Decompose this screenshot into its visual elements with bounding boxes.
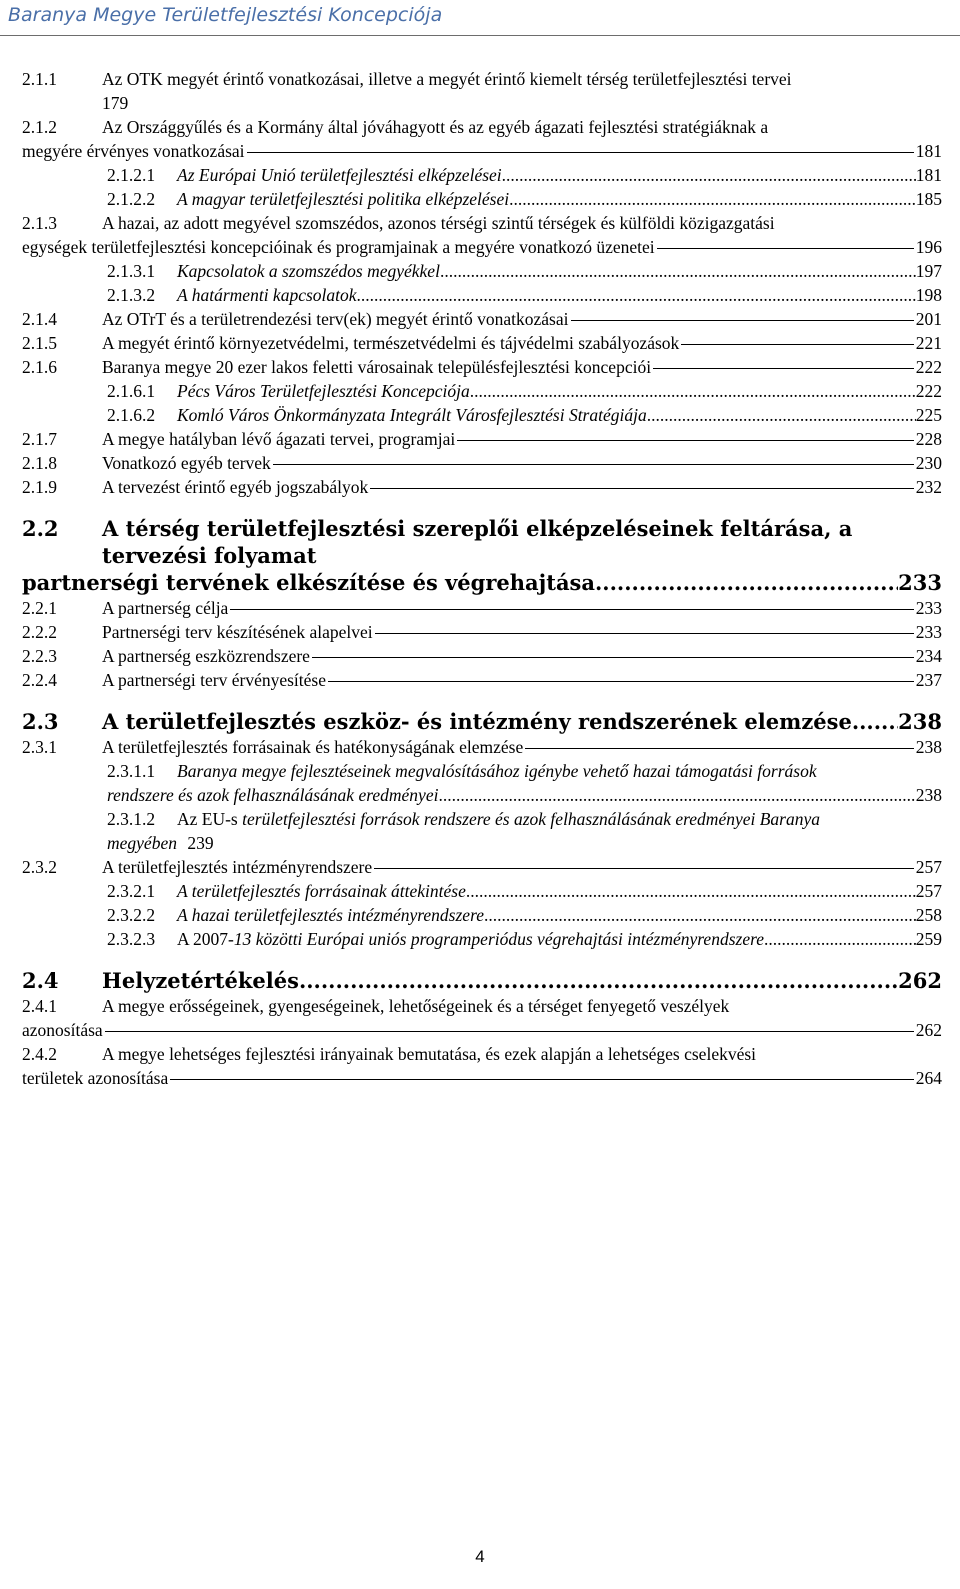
toc-entry-title-prefix: A 2007- [177,929,234,949]
toc-entry-page: 222 [915,357,942,377]
leader-line [312,657,914,658]
toc-entry-number: 2.4.1 [22,996,57,1016]
toc-entry-title: A hazai, az adott megyével szomszédos, azonos térségi szintű térségek és külföldi közigazgatási [102,213,775,233]
toc-entry-page: 238 [898,709,942,734]
toc-entry-page: 233 [915,598,942,618]
leader-line [273,464,914,465]
toc-entry-2-3-2-1[interactable] [22,879,942,903]
toc-entry-page: 233 [915,622,942,642]
toc-entry-2-1-1[interactable] [22,67,942,115]
leader-dots [502,163,916,187]
toc-entry-title-cont: területek azonosítása [22,1068,169,1088]
toc-entry-number: 2.1.5 [22,333,57,353]
toc-entry-number: 2.1.1 [22,69,57,89]
toc-entry-number: 2.1.2.1 [107,165,156,185]
toc-entry-page: 234 [915,646,942,666]
toc-entry-page: 222 [915,381,942,401]
toc-entry-number: 2.1.6.2 [107,405,156,425]
toc-entry-2-3-2-2[interactable] [22,903,942,927]
toc-entry-title: A megye erősségeinek, gyengeségeinek, lehetőségeinek és a térséget fenyegető veszélyek [102,996,730,1016]
toc-entry-2-1-4[interactable] [22,307,942,331]
toc-section-2-2[interactable] [22,515,942,596]
toc-section-2-3[interactable] [22,708,942,735]
toc-entry-title: Partnerségi terv készítésének alapelvei [102,622,373,642]
leader-dots [595,569,898,596]
toc-entry-2-1-5[interactable] [22,331,942,355]
toc-entry-title: Kapcsolatok a szomszédos megyékkel [177,261,440,281]
leader-dots [357,283,916,307]
leader-dots [299,967,898,994]
toc-entry-page: 264 [915,1068,942,1088]
toc-entry-number: 2.3 [22,709,59,734]
table-of-contents [22,67,942,1090]
toc-entry-title: A partnerség eszközrendszere [102,646,310,666]
leader-line [105,1031,914,1032]
toc-entry-number: 2.1.6 [22,357,57,377]
toc-entry-number: 2.1.8 [22,453,57,473]
leader-line [657,248,914,249]
leader-line [653,368,914,369]
toc-entry-2-1-9[interactable] [22,475,942,499]
toc-entry-number: 2.2 [22,516,59,541]
toc-entry-page: 239 [187,833,214,853]
toc-entry-page: 257 [915,857,942,877]
leader-dots [438,783,915,807]
toc-entry-number: 2.3.1.2 [107,809,156,829]
toc-entry-number: 2.3.1 [22,737,57,757]
toc-entry-title: A tervezést érintő egyéb jogszabályok [102,477,369,497]
toc-entry-number: 2.1.3 [22,213,57,233]
toc-entry-2-1-8[interactable] [22,451,942,475]
toc-entry-title-cont: egységek területfejlesztési koncepcióinak és programjainak a megyére vonatkozó üzenetei [22,237,655,257]
leader-line [374,868,914,869]
toc-entry-2-1-6[interactable] [22,355,942,379]
toc-entry-2-2-2[interactable] [22,620,942,644]
toc-entry-title: A határmenti kapcsolatok [177,285,357,305]
toc-entry-page: 262 [898,968,942,993]
toc-entry-page: 179 [102,93,129,113]
toc-entry-page: 181 [915,141,942,161]
toc-entry-2-3-1-2[interactable] [22,807,942,855]
toc-entry-title: Komló Város Önkormányzata Integrált Városfejlesztési Stratégiája [177,405,647,425]
toc-entry-title: A területfejlesztés eszköz- és intézmény rendszerének elemzése [102,709,852,734]
leader-line [571,320,914,321]
toc-entry-title-cont: megyére érvényes vonatkozásai [22,141,245,161]
toc-entry-number: 2.3.1.1 [107,761,156,781]
toc-entry-page: 185 [915,189,942,209]
toc-entry-number: 2.1.4 [22,309,57,329]
toc-entry-title: Helyzetértékelés [102,968,299,993]
toc-entry-2-3-2[interactable] [22,855,942,879]
page-number: 4 [475,1547,485,1566]
toc-entry-page: 198 [915,285,942,305]
leader-dots [647,403,916,427]
toc-entry-title: A területfejlesztés intézményrendszere [102,857,373,877]
toc-entry-title: Az Országgyűlés és a Kormány által jóváhagyott és az egyéb ágazati fejlesztési stratégiáknak a [102,117,769,137]
toc-entry-page: 201 [915,309,942,329]
toc-entry-title: Pécs Város Területfejlesztési Koncepciója [177,381,470,401]
toc-entry-page: 197 [915,261,942,281]
toc-entry-2-1-2-1[interactable] [22,163,942,187]
toc-entry-page: 238 [915,785,942,805]
toc-entry-2-2-3[interactable] [22,644,942,668]
toc-entry-title: A partnerség célja [102,598,229,618]
leader-dots [470,379,916,403]
leader-dots [764,927,916,951]
leader-dots [466,879,916,903]
leader-line [370,488,913,489]
toc-entry-2-1-2-2[interactable] [22,187,942,211]
toc-entry-number: 2.1.3.1 [107,261,156,281]
toc-entry-2-3-2-3[interactable] [22,927,942,951]
toc-entry-page: 221 [915,333,942,353]
toc-entry-page: 232 [915,477,942,497]
toc-entry-title: Az OTK megyét érintő vonatkozásai, illetve a megyét érintő kiemelt térség területfejlesztési tervei [102,69,792,89]
toc-entry-number: 2.1.2 [22,117,57,137]
toc-entry-title-cont: rendszere és azok felhasználásának eredményei [107,785,439,805]
leader-line [328,681,914,682]
toc-entry-title: A területfejlesztés forrásainak áttekintése [177,881,466,901]
leader-dots [852,708,898,735]
toc-entry-2-1-3[interactable] [22,211,942,259]
toc-entry-number: 2.1.9 [22,477,57,497]
leader-line [230,609,913,610]
toc-entry-number: 2.3.2.1 [107,881,156,901]
leader-dots [440,259,916,283]
toc-entry-number: 2.1.7 [22,429,57,449]
toc-entry-2-4-2[interactable] [22,1042,942,1090]
toc-entry-title: A térség területfejlesztési szereplői elképzeléseinek feltárása, a tervezési folyamat [102,516,853,568]
toc-entry-number: 2.1.3.2 [107,285,156,305]
toc-entry-title-cont: partnerségi tervének elkészítése és végrehajtása [22,570,595,595]
toc-entry-2-2-1[interactable] [22,596,942,620]
toc-entry-title: A megye hatályban lévő ágazati tervei, programjai [102,429,456,449]
toc-entry-2-2-4[interactable] [22,668,942,692]
running-header: Baranya Megye Területfejlesztési Koncepciója [8,4,443,26]
toc-entry-page: 233 [898,570,942,595]
leader-dots [509,187,916,211]
toc-entry-number: 2.2.2 [22,622,57,642]
leader-line [247,152,914,153]
toc-entry-page: 225 [915,405,942,425]
toc-entry-title-cont: megyében [107,833,177,853]
toc-entry-2-4-1[interactable] [22,994,942,1042]
leader-line [375,633,914,634]
toc-entry-number: 2.1.6.1 [107,381,156,401]
toc-entry-title: 13 közötti Európai uniós programperiódus végrehajtási intézményrendszere [233,929,765,949]
header-rule [0,35,960,36]
toc-entry-number: 2.4 [22,968,59,993]
toc-entry-title: Az OTrT és a területrendezési terv(ek) megyét érintő vonatkozásai [102,309,569,329]
toc-entry-title: területfejlesztési források rendszere és azok felhasználásának eredményei Baranya [242,809,821,829]
toc-entry-page: 181 [915,165,942,185]
toc-entry-title-prefix: Az EU-s [177,809,238,829]
toc-entry-2-1-7[interactable] [22,427,942,451]
toc-entry-page: 262 [915,1020,942,1040]
toc-entry-title: A partnerségi terv érvényesítése [102,670,327,690]
toc-entry-title: Baranya megye 20 ezer lakos feletti városainak településfejlesztési koncepciói [102,357,652,377]
toc-entry-2-3-1-1[interactable] [22,759,942,807]
toc-entry-number: 2.3.2 [22,857,57,877]
toc-entry-2-1-3-1[interactable] [22,259,942,283]
toc-entry-title: A megyét érintő környezetvédelmi, természetvédelmi és tájvédelmi szabályozások [102,333,680,353]
toc-entry-title: Az Európai Unió területfejlesztési elképzelései [177,165,502,185]
toc-entry-title: Baranya megye fejlesztéseinek megvalósításához igénybe vehető hazai támogatási források [177,761,817,781]
toc-entry-2-3-1[interactable] [22,735,942,759]
leader-dots [484,903,916,927]
toc-entry-number: 2.2.3 [22,646,57,666]
toc-entry-page: 259 [915,929,942,949]
toc-entry-2-1-6-1[interactable] [22,379,942,403]
toc-entry-2-1-6-2[interactable] [22,403,942,427]
toc-entry-page: 238 [915,737,942,757]
toc-entry-2-1-2[interactable] [22,115,942,163]
toc-entry-number: 2.1.2.2 [107,189,156,209]
toc-entry-number: 2.3.2.2 [107,905,156,925]
toc-entry-title: A hazai területfejlesztés intézményrendszere [177,905,485,925]
leader-line [525,748,913,749]
toc-entry-page: 258 [915,905,942,925]
toc-entry-page: 257 [915,881,942,901]
toc-entry-title: A területfejlesztés forrásainak és hatékonyságának elemzése [102,737,524,757]
toc-entry-title: A megye lehetséges fejlesztési irányainak bemutatása, és ezek alapján a lehetséges cselekvési [102,1044,757,1064]
leader-line [681,344,913,345]
toc-entry-number: 2.2.4 [22,670,57,690]
toc-section-2-4[interactable] [22,967,942,994]
toc-entry-page: 228 [915,429,942,449]
leader-line [457,440,913,441]
toc-entry-page: 230 [915,453,942,473]
toc-entry-number: 2.3.2.3 [107,929,156,949]
toc-entry-title: A magyar területfejlesztési politika elképzelései [177,189,510,209]
toc-entry-number: 2.2.1 [22,598,57,618]
leader-line [170,1079,913,1080]
toc-entry-page: 196 [915,237,942,257]
toc-entry-title-cont: azonosítása [22,1020,103,1040]
toc-entry-2-1-3-2[interactable] [22,283,942,307]
toc-entry-title: Vonatkozó egyéb tervek [102,453,271,473]
toc-entry-number: 2.4.2 [22,1044,57,1064]
toc-entry-page: 237 [915,670,942,690]
